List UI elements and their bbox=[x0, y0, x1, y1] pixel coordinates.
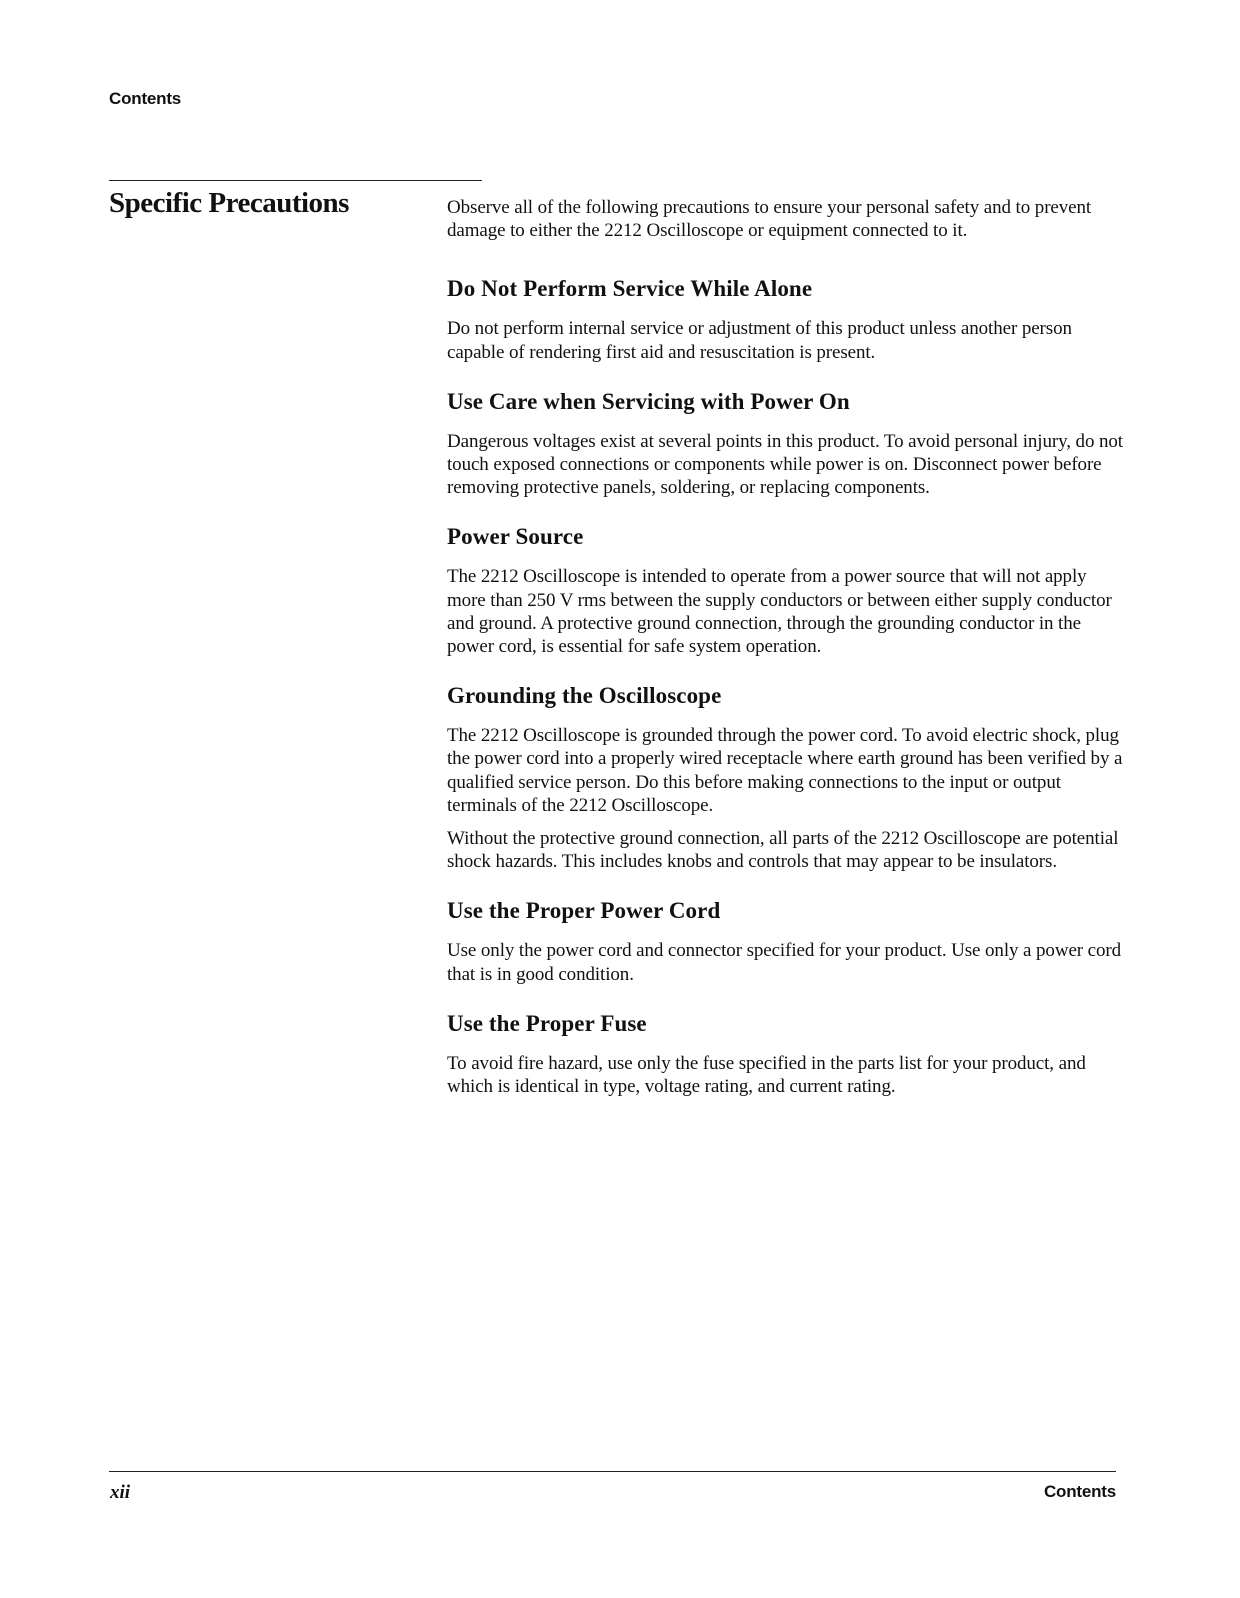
subsection-power-source bbox=[447, 523, 1127, 658]
subsection-heading: Grounding the Oscilloscope bbox=[447, 683, 722, 709]
subsection-power-cord bbox=[447, 897, 1127, 985]
body-column bbox=[447, 196, 1127, 1122]
subsection-paragraph: Use only the power cord and connector specified for your product. Use only a power cord that is in good condition. bbox=[447, 940, 1122, 985]
section-rule bbox=[109, 180, 482, 181]
footer-rule bbox=[109, 1471, 1116, 1472]
subsection-service-alone bbox=[447, 275, 1127, 363]
subsection-paragraph: Dangerous voltages exist at several points in this product. To avoid personal injury, do not touch exposed connections or components while power is on. Disconnect power before removing protective panels, soldering, or replacing components. bbox=[447, 430, 1123, 499]
subsection-paragraph: Without the protective ground connection, all parts of the 2212 Oscilloscope are potential shock hazards. This includes knobs and controls that may appear to be insulators. bbox=[447, 828, 1119, 873]
intro-paragraph: Observe all of the following precautions to ensure your personal safety and to prevent damage to either the 2212 Oscilloscope or equipment connected to it. bbox=[447, 197, 1092, 242]
subsection-paragraph: The 2212 Oscilloscope is intended to operate from a power source that will not apply more than 250 V rms between the supply conductors or between either supply conductor and ground. A protective ground connection, through the grounding conductor in the power cord, is essential for safe system operation. bbox=[447, 566, 1112, 658]
subsection-heading: Use the Proper Power Cord bbox=[447, 898, 721, 924]
subsection-heading: Do Not Perform Service While Alone bbox=[447, 276, 813, 302]
subsection-power-on bbox=[447, 388, 1127, 500]
subsection-grounding bbox=[447, 682, 1127, 873]
section-title: Specific Precautions bbox=[109, 187, 349, 219]
subsection-paragraph: Do not perform internal service or adjustment of this product unless another person capable of rendering first aid and resuscitation is present. bbox=[447, 318, 1072, 363]
subsection-paragraph: The 2212 Oscilloscope is grounded through the power cord. To avoid electric shock, plug the power cord into a properly wired receptacle where earth ground has been verified by a qualified service person. Do this before making connections to the input or output terminals of the 2212 Oscilloscope. bbox=[447, 725, 1123, 816]
running-header: Contents bbox=[109, 89, 182, 108]
page-number: xii bbox=[110, 1482, 131, 1503]
subsection-heading: Use the Proper Fuse bbox=[447, 1010, 647, 1036]
subsection-fuse bbox=[447, 1010, 1127, 1098]
subsection-heading: Power Source bbox=[447, 524, 584, 550]
subsection-paragraph: To avoid fire hazard, use only the fuse specified in the parts list for your product, and which is identical in type, voltage rating, and current rating. bbox=[447, 1052, 1086, 1098]
footer-label: Contents bbox=[1043, 1482, 1116, 1501]
subsection-heading: Use Care when Servicing with Power On bbox=[447, 388, 850, 414]
